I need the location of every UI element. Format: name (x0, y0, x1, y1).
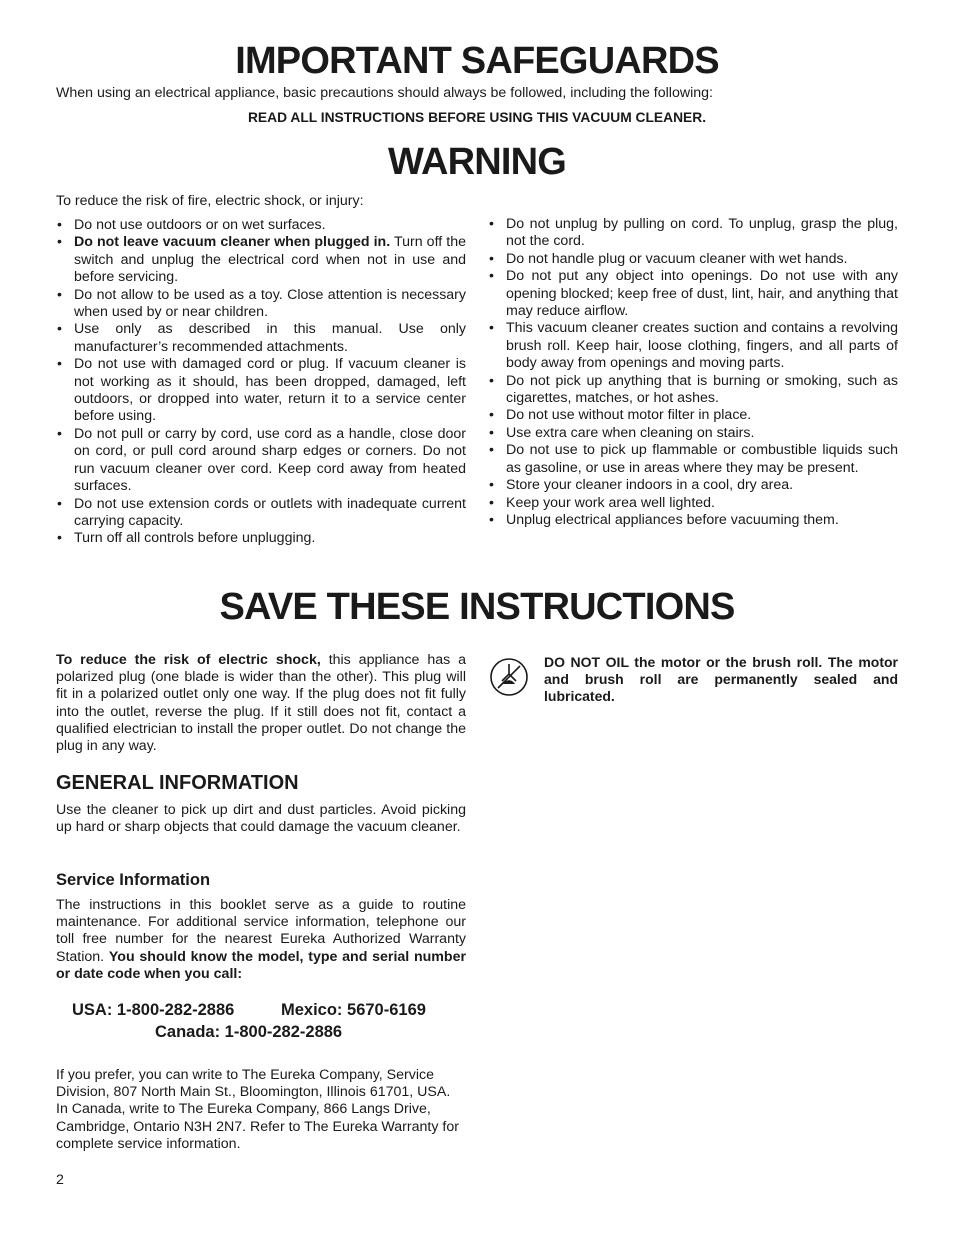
list-item: • Store your cleaner indoors in a cool, dry area. (488, 477, 898, 494)
list-item: • Keep your work area well lighted. (488, 495, 898, 512)
list-item: • Turn off all controls before unplugging. (56, 530, 466, 547)
service-information-text: The instructions in this booklet serve as a guide to routine maintenance. For additional service information, telephone our toll free number for the nearest Eureka Authorized Warranty Station. You should know the model, type and serial number or date code when you call: (56, 897, 467, 982)
list-item: • This vacuum cleaner creates suction and contains a revolving brush roll. Keep hair, loose clothing, fingers, and all parts of body away from openings and moving parts. (488, 320, 898, 372)
list-item: • Unplug electrical appliances before vacuuming them. (488, 512, 898, 529)
list-item: • Do not use with damaged cord or plug. If vacuum cleaner is not working as it should, has been dropped, damaged, left outdoors, or dropped into water, return it to a service center before using. (56, 356, 466, 426)
warning-list-right (488, 216, 898, 529)
title-important-safeguards: IMPORTANT SAFEGUARDS (235, 40, 719, 82)
electric-shock-paragraph: To reduce the risk of electric shock, this appliance has a polarized plug (one blade is wider than the other). This plug will fit in a polarized outlet only one way. If the plug does not fit fully into the outlet, reverse the plug. If it still does not fit, contact a qualified electrician to install the proper outlet. Do not change the plug in any way. (56, 652, 466, 755)
list-item: • Do not pick up anything that is burning or smoking, such as cigarettes, matches, or hot ashes. (488, 373, 898, 408)
warning-intro: To reduce the risk of fire, electric shock, or injury: (56, 193, 364, 209)
intro-line: When using an electrical appliance, basic precautions should always be followed, including the following: (56, 85, 713, 101)
list-item: • Do not use extension cords or outlets with inadequate current carrying capacity. (56, 496, 466, 531)
page-number: 2 (56, 1172, 64, 1188)
title-warning: WARNING (387, 141, 567, 183)
list-item: • Do not use without motor filter in place. (488, 407, 898, 424)
list-item: • Do not allow to be used as a toy. Close attention is necessary when used by or near children. (56, 287, 466, 322)
no-oil-icon (489, 657, 529, 697)
list-item: • Do not pull or carry by cord, use cord as a handle, close door on cord, or pull cord around sharp edges or corners. Do not run vacuum cleaner over cord. Keep cord away from heated surfaces. (56, 426, 466, 496)
general-information-heading: GENERAL INFORMATION (56, 772, 299, 794)
phone-mexico: Mexico: 5670-6169 (281, 1001, 426, 1019)
list-item: • Do not handle plug or vacuum cleaner with wet hands. (488, 251, 898, 268)
service-information-heading: Service Information (56, 871, 211, 889)
warning-list-left (56, 217, 466, 548)
do-not-oil-note: DO NOT OIL the motor or the brush roll. The motor and brush roll are permanently sealed and lubricated. (544, 654, 898, 705)
list-item: • Do not unplug by pulling on cord. To unplug, grasp the plug, not the cord. (488, 216, 898, 251)
phone-canada: Canada: 1-800-282-2886 (155, 1023, 343, 1041)
list-item: • Do not leave vacuum cleaner when plugged in. Turn off the switch and unplug the electrical cord when not in use and before servicing. (56, 234, 466, 286)
write-address-paragraph: If you prefer, you can write to The Eureka Company, Service Division, 807 North Main St., Bloomington, Illinois 61701, USA. In Canada, write to The Eureka Company, 866 Langs Drive, Cambridge, Ontario N3H 2N7. Refer to The Eureka Warranty for complete service information. (56, 1067, 459, 1152)
list-item: • Do not put any object into openings. Do not use with any opening blocked; keep free of dust, lint, hair, and anything that may reduce airflow. (488, 268, 898, 320)
list-item: • Use extra care when cleaning on stairs. (488, 425, 898, 442)
general-information-text: Use the cleaner to pick up dirt and dust particles. Avoid picking up hard or sharp objects that could damage the vacuum cleaner. (56, 802, 466, 836)
list-item: • Do not use outdoors or on wet surfaces. (56, 217, 466, 234)
phone-usa: USA: 1-800-282-2886 (72, 1001, 235, 1019)
list-item: • Do not use to pick up flammable or combustible liquids such as gasoline, or use in areas where they may be present. (488, 442, 898, 477)
list-item: • Use only as described in this manual. Use only manufacturer’s recommended attachments. (56, 321, 466, 356)
title-save-instructions: SAVE THESE INSTRUCTIONS (219, 586, 735, 628)
read-all-instructions: READ ALL INSTRUCTIONS BEFORE USING THIS VACUUM CLEANER. (247, 110, 707, 125)
